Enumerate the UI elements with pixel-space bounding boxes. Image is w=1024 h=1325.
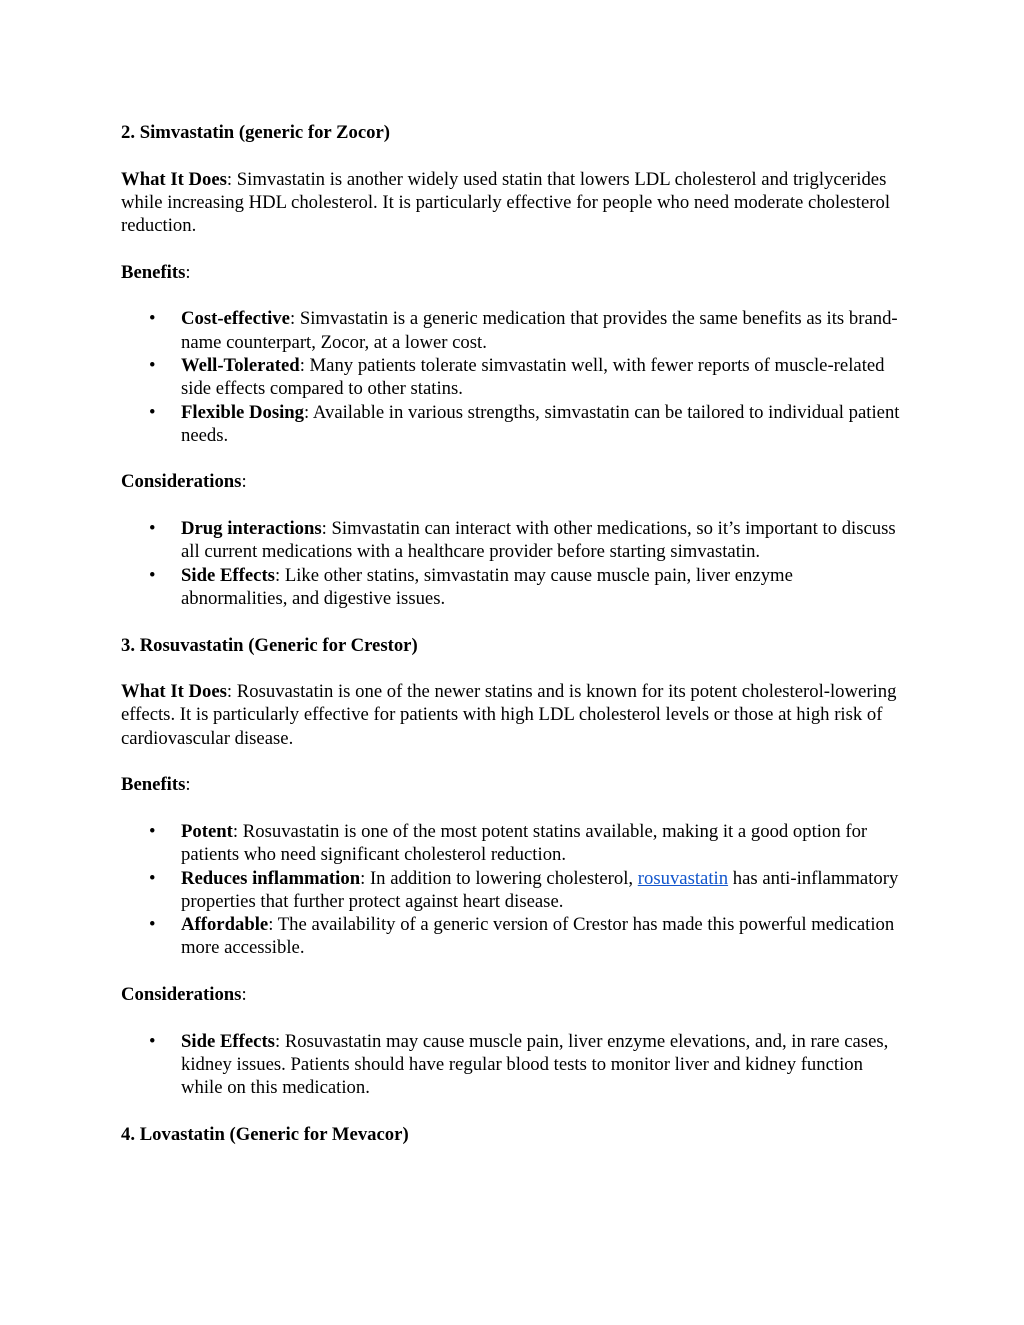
bullet-icon: • — [149, 820, 156, 842]
benefits-heading: Benefits: — [121, 774, 191, 796]
considerations-heading: Considerations: — [121, 471, 247, 493]
benefits-list — [121, 307, 903, 447]
list-item: • Affordable: The availability of a generic version of Crestor has made this powerful medication more accessible. — [149, 914, 895, 959]
bullet-icon: • — [149, 564, 156, 586]
list-item: • Flexible Dosing: Available in various strengths, simvastatin can be tailored to individual patient needs. — [149, 401, 900, 446]
what-it-does-paragraph: What It Does: Simvastatin is another widely used statin that lowers LDL cholesterol and triglycerides while increasing HDL cholesterol. It is particularly effective for people who need moderate cholesterol reduction. — [121, 168, 891, 237]
benefits-list — [121, 820, 903, 960]
section-heading: 3. Rosuvastatin (Generic for Crestor) — [121, 634, 418, 656]
bullet-icon: • — [149, 867, 156, 889]
list-item: • Cost-effective: Simvastatin is a generic medication that provides the same benefits as its brand-name counterpart, Zocor, at a lower cost. — [149, 308, 898, 353]
list-item: • Well-Tolerated: Many patients tolerate simvastatin well, with fewer reports of muscle-related side effects compared to other statins. — [149, 354, 885, 400]
list-item: • Side Effects: Like other statins, simvastatin may cause muscle pain, liver enzyme abnormalities, and digestive issues. — [149, 564, 793, 609]
rosuvastatin-link[interactable]: rosuvastatin — [637, 867, 729, 889]
benefits-heading: Benefits: — [121, 261, 191, 283]
section-heading: 2. Simvastatin (generic for Zocor) — [121, 122, 391, 143]
considerations-list — [121, 1030, 903, 1100]
bullet-icon: • — [149, 518, 156, 540]
bullet-icon: • — [149, 308, 156, 330]
considerations-list — [121, 517, 903, 610]
list-item: • Drug interactions: Simvastatin can interact with other medications, so it’s important to discuss all current medications with a healthcare provider before starting simvastatin. — [149, 518, 896, 563]
section-heading: 4. Lovastatin (Generic for Mevacor) — [121, 1123, 409, 1145]
document-page — [121, 121, 903, 1169]
bullet-icon: • — [149, 401, 156, 423]
bullet-icon: • — [149, 1030, 156, 1052]
list-item: • Potent: Rosuvastatin is one of the most potent statins available, making it a good option for patients who need significant cholesterol reduction. — [149, 820, 868, 866]
bullet-icon: • — [149, 354, 156, 376]
list-item: • Side Effects: Rosuvastatin may cause muscle pain, liver enzyme elevations, and, in rare cases, kidney issues. Patients should have regular blood tests to monitor liver and kidney function while on this medication. — [149, 1030, 889, 1099]
bullet-icon: • — [149, 914, 156, 936]
considerations-heading: Considerations: — [121, 983, 247, 1005]
list-item: • Reduces inflammation: In addition to lowering cholesterol, rosuvastatin has anti-inflammatory properties that further protect against heart disease. — [149, 867, 899, 912]
what-it-does-paragraph: What It Does: Rosuvastatin is one of the newer statins and is known for its potent cholesterol-lowering effects. It is particularly effective for patients with high LDL cholesterol levels or those at high risk of cardiovascular disease. — [121, 681, 897, 749]
